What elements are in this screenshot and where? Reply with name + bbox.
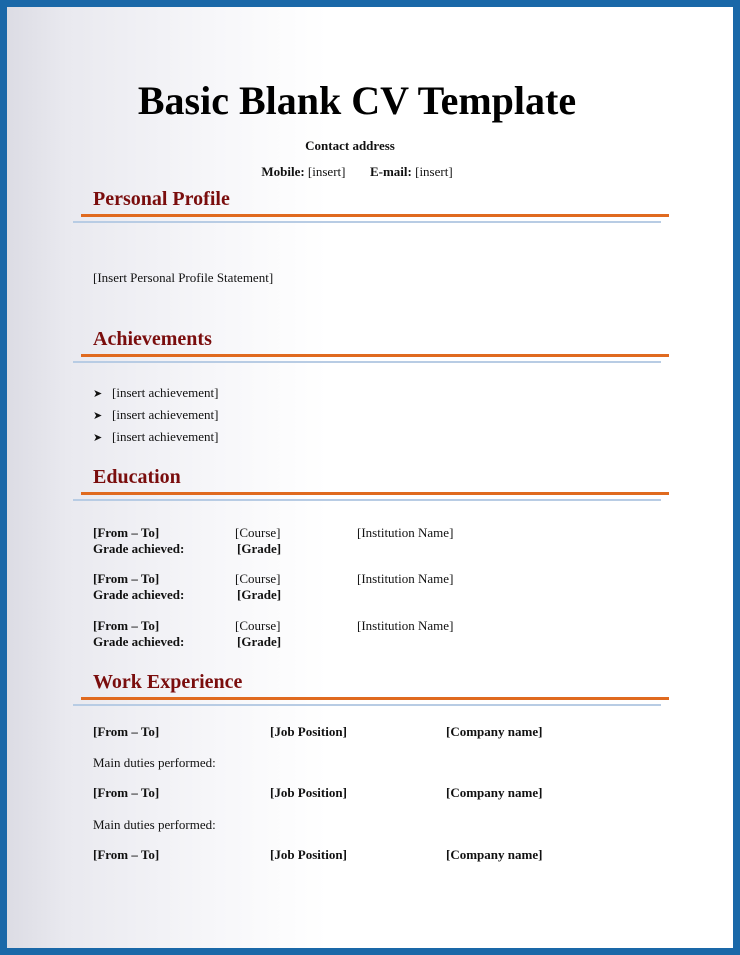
education-institution: [Institution Name] (357, 571, 454, 586)
education-course: [Course] (235, 525, 281, 540)
work-company: [Company name] (446, 847, 543, 862)
mobile-value: [insert] (307, 164, 346, 179)
section-rule (81, 697, 669, 700)
email-label: E-mail: (369, 164, 412, 179)
work-dates: [From – To] (93, 847, 160, 862)
personal-profile-heading: Personal Profile (93, 188, 230, 210)
contact-address: Contact address (305, 138, 395, 153)
arrowhead-bullet-icon: ➤ (93, 409, 103, 422)
work-position: [Job Position] (270, 847, 347, 862)
education-grade: [Grade] (237, 587, 282, 602)
duties-label: Main duties performed: (93, 755, 216, 770)
achievement-item (93, 429, 218, 445)
section-rule-shadow (73, 499, 661, 501)
email-value: [insert] (415, 164, 453, 179)
profile-statement: [Insert Personal Profile Statement] (93, 270, 274, 285)
work-experience-heading: Work Experience (93, 671, 243, 693)
grade-label: Grade achieved: (93, 541, 185, 556)
education-course: [Course] (235, 618, 281, 633)
education-heading: Education (93, 466, 181, 488)
achievement-text: [insert achievement] (112, 429, 219, 444)
achievement-item (93, 385, 218, 401)
grade-label: Grade achieved: (93, 587, 185, 602)
section-rule-shadow (73, 361, 661, 363)
education-dates: [From – To] (93, 525, 160, 540)
section-rule (81, 354, 669, 357)
contact-details (7, 164, 707, 180)
work-company: [Company name] (446, 785, 543, 800)
achievement-text: [insert achievement] (112, 385, 219, 400)
education-institution: [Institution Name] (357, 525, 454, 540)
grade-label: Grade achieved: (93, 634, 185, 649)
education-grade: [Grade] (237, 541, 282, 556)
work-dates: [From – To] (93, 724, 160, 739)
education-grade: [Grade] (237, 634, 282, 649)
section-rule (81, 492, 669, 495)
arrowhead-bullet-icon: ➤ (93, 387, 103, 400)
work-dates: [From – To] (93, 785, 160, 800)
work-position: [Job Position] (270, 724, 347, 739)
education-dates: [From – To] (93, 618, 160, 633)
work-position: [Job Position] (270, 785, 347, 800)
work-company: [Company name] (446, 724, 543, 739)
mobile-label: Mobile: (261, 164, 305, 179)
duties-label: Main duties performed: (93, 817, 216, 832)
education-course: [Course] (235, 571, 281, 586)
achievement-text: [insert achievement] (112, 407, 219, 422)
education-institution: [Institution Name] (357, 618, 454, 633)
education-dates: [From – To] (93, 571, 160, 586)
achievement-item (93, 407, 218, 423)
achievements-heading: Achievements (93, 328, 212, 350)
arrowhead-bullet-icon: ➤ (93, 431, 103, 444)
cv-page (7, 7, 733, 948)
section-rule-shadow (73, 704, 661, 706)
section-rule (81, 214, 669, 217)
section-rule-shadow (73, 221, 661, 223)
document-title: Basic Blank CV Template (137, 78, 577, 123)
